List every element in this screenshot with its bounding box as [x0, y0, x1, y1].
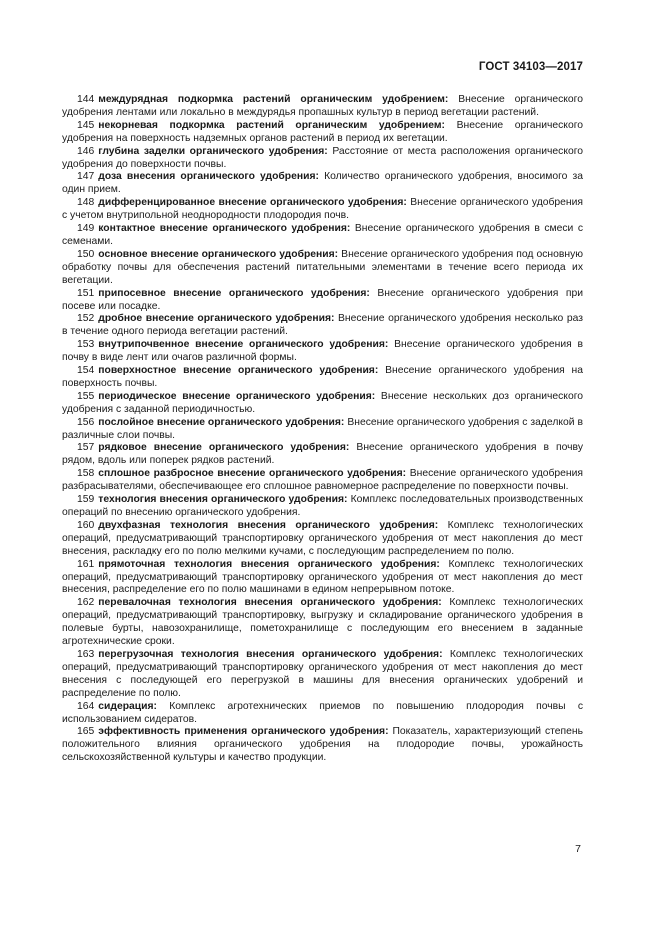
- term-number: 146: [77, 145, 95, 157]
- term-title: припосевное внесение органического удобрения:: [98, 287, 370, 299]
- term-number: 145: [77, 119, 95, 131]
- term-number: 153: [77, 339, 95, 351]
- term-number: 148: [77, 197, 95, 209]
- term-number: 144: [77, 94, 95, 105]
- term-title: двухфазная технология внесения органического удобрения:: [98, 519, 439, 531]
- term-entry: [62, 365, 583, 391]
- term-definition: Внесение органического удобрения при посеве или посадке.: [62, 287, 584, 312]
- term-entry: [62, 197, 583, 223]
- term-definition: Комплекс технологических операций, предусматривающий транспортировку, выгрузку и складирование органического удобрения в полевые бурты, навозохранилище, пометохранилище с последующим его внесением в заданные агротехнические сроки.: [62, 597, 583, 648]
- term-title: внутрипочвенное внесение органического удобрения:: [98, 339, 389, 351]
- term-definition: Внесение органического удобрения лентами или локально в междурядья пропашных культур в период вегетации растений.: [62, 94, 583, 118]
- term-title: прямоточная технология внесения органического удобрения:: [98, 558, 440, 570]
- term-definition: Внесение органического удобрения с заделкой в различные слои почвы.: [62, 416, 584, 441]
- term-entry: [62, 442, 583, 468]
- term-title: сидерация:: [98, 700, 157, 712]
- term-entry: [62, 288, 583, 314]
- term-entry: [62, 468, 583, 494]
- term-number: 154: [77, 365, 95, 377]
- term-title: эффективность применения органического удобрения:: [98, 726, 389, 738]
- term-entry: [62, 223, 583, 249]
- term-number: 159: [77, 494, 95, 506]
- term-title: рядковое внесение органического удобрения:: [98, 442, 350, 454]
- term-entry: [62, 726, 583, 765]
- term-title: перевалочная технология внесения органического удобрения:: [98, 597, 442, 609]
- term-number: 164: [77, 700, 95, 712]
- term-number: 161: [77, 558, 95, 570]
- term-entry: [62, 494, 583, 520]
- term-entry: [62, 417, 583, 443]
- term-title: междурядная подкормка растений органическим удобрением:: [98, 94, 449, 105]
- term-number: 155: [77, 390, 95, 402]
- term-definition: Количество органического удобрения, вносимого за один прием.: [62, 171, 584, 196]
- term-definition: Внесение органического удобрения разбрасывателями, обеспечивающее его сплошное равномерное распределение по поверхности почвы.: [62, 468, 583, 493]
- term-number: 156: [77, 416, 95, 428]
- terms-list: [62, 94, 583, 765]
- term-number: 152: [77, 313, 95, 325]
- term-number: 165: [77, 726, 95, 738]
- term-definition: Комплекс технологических операций, предусматривающий транспортировку органического удобрения от мест накопления до мест внесения, раскладку его по полю мелкими кучами, с последующим распределением по полю.: [62, 519, 583, 557]
- term-entry: [62, 313, 583, 339]
- term-entry: [62, 120, 583, 146]
- term-definition: Показатель, характеризующий степень положительного влияния органического удобрения на плодородие почвы, урожайность сельскохозяйственной культуры и качество продукции.: [62, 726, 584, 764]
- term-title: перегрузочная технология внесения органического удобрения:: [98, 648, 443, 660]
- term-title: сплошное разбросное внесение органического удобрения:: [98, 468, 407, 480]
- term-title: послойное внесение органического удобрения:: [98, 416, 345, 428]
- term-entry: [62, 597, 583, 649]
- document-code: ГОСТ 34103—2017: [478, 61, 583, 73]
- term-number: 158: [77, 468, 95, 480]
- term-definition: Внесение органического удобрения в почву в виде лент или очагов различной формы.: [62, 339, 584, 364]
- term-entry: [62, 701, 583, 727]
- term-entry: [62, 649, 583, 701]
- term-entry: [62, 520, 583, 559]
- term-number: 157: [77, 442, 95, 454]
- term-number: 162: [77, 597, 95, 609]
- term-number: 150: [77, 248, 95, 260]
- term-definition: Комплекс последовательных производственных операций по внесению органического удобрения.: [62, 494, 583, 518]
- term-definition: Внесение органического удобрения несколько раз в течение одного периода вегетации растений.: [62, 313, 583, 338]
- term-definition: Комплекс технологических операций, предусматривающий транспортировку органического удобрения от мест накопления до мест внесения с последующей его перегрузкой в машины для внесения органических удобрений и распределение по полю.: [62, 648, 583, 699]
- term-entry: [62, 391, 583, 417]
- term-title: поверхностное внесение органического удобрения:: [98, 365, 379, 377]
- term-title: технология внесения органического удобрения:: [98, 494, 348, 506]
- term-entry: [62, 559, 583, 598]
- term-number: 149: [77, 223, 95, 235]
- term-number: 160: [77, 519, 95, 531]
- term-entry: [62, 339, 583, 365]
- term-entry: [62, 249, 583, 288]
- term-title: основное внесение органического удобрения:: [98, 248, 339, 260]
- term-definition: Комплекс агротехнических приемов по повышению плодородия почвы с использованием сидератов.: [62, 700, 583, 725]
- term-number: 151: [77, 287, 95, 299]
- term-title: дифференцированное внесение органического удобрения:: [98, 197, 407, 209]
- term-number: 163: [77, 648, 95, 660]
- term-entry: [62, 94, 583, 120]
- term-title: доза внесения органического удобрения:: [98, 171, 319, 183]
- term-title: глубина заделки органического удобрения:: [98, 145, 328, 157]
- term-definition: Комплекс технологических операций, предусматривающий транспортировку органического удобрения от мест накопления до мест внесения, распределение его по полю машинами в едином непрерывном потоке.: [62, 558, 583, 596]
- term-definition: Внесение органического удобрения в почву рядом, вдоль или поперек рядков растений.: [62, 442, 584, 467]
- term-definition: Внесение органического удобрения на поверхность почвы.: [62, 365, 583, 389]
- term-definition: Внесение органического удобрения под основную обработку почвы для обеспечения растений питательными элементами в течение всего периода их вегетации.: [62, 248, 584, 286]
- term-definition: Внесение органического удобрения в смеси с семенами.: [62, 223, 584, 247]
- term-number: 147: [77, 171, 95, 183]
- term-entry: [62, 146, 583, 172]
- term-definition: Внесение органического удобрения на поверхность надземных органов растений в период их вегетации.: [62, 119, 583, 144]
- term-title: периодическое внесение органического удобрения:: [98, 390, 376, 402]
- term-definition: Внесение органического удобрения с учетом внутрипольной неоднородности плодородия почв.: [62, 197, 584, 222]
- term-title: дробное внесение органического удобрения:: [98, 313, 335, 325]
- term-title: контактное внесение органического удобрения:: [98, 223, 351, 235]
- term-title: некорневая подкормка растений органическим удобрением:: [98, 119, 446, 131]
- page-number: 7: [575, 843, 581, 855]
- term-entry: [62, 171, 583, 197]
- term-definition: Внесение нескольких доз органического удобрения с заданной периодичностью.: [62, 390, 583, 415]
- term-definition: Расстояние от места расположения органического удобрения до поверхности почвы.: [62, 145, 584, 170]
